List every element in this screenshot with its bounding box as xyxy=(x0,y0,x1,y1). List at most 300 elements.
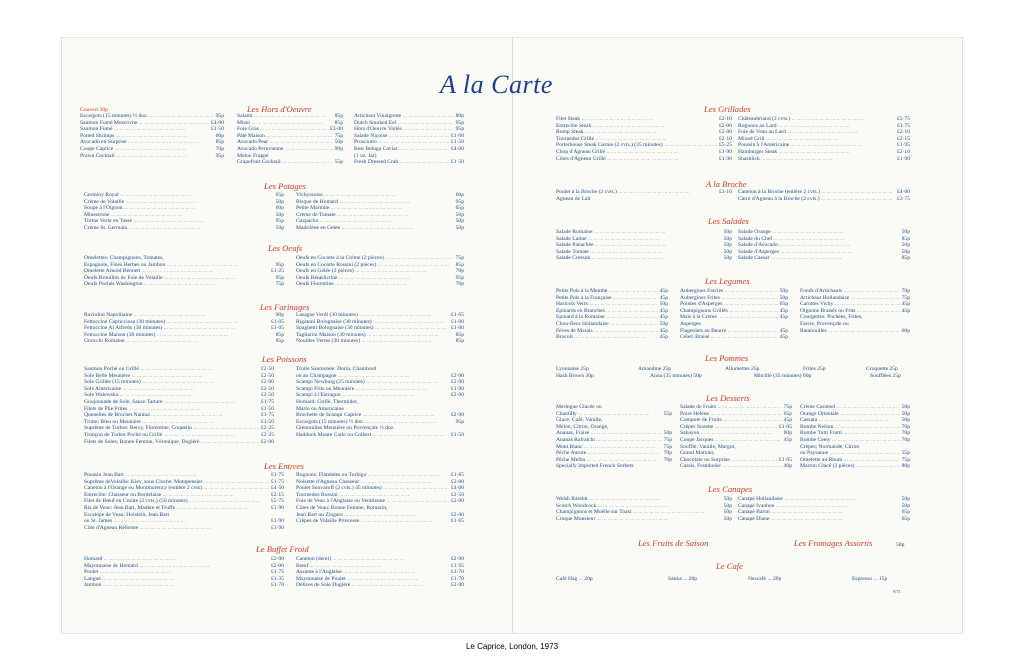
menu-item xyxy=(556,242,732,249)
menu-item xyxy=(556,437,672,444)
menu-item xyxy=(84,225,284,232)
menu-item xyxy=(84,439,274,446)
menu-item-price: £5·75 xyxy=(270,498,284,505)
menu-item xyxy=(680,295,788,302)
menu-item-price: 75p xyxy=(663,436,672,443)
menu-item xyxy=(738,496,910,503)
menu-item-price: 85p xyxy=(275,331,284,338)
menu-item-price: £1·70 xyxy=(450,569,464,576)
menu-item-price: £1·65 xyxy=(450,518,464,525)
menu-item xyxy=(738,229,910,236)
entrees-col-1 xyxy=(84,472,284,531)
menu-item xyxy=(738,255,910,262)
menu-item-price: £1·00 xyxy=(450,132,464,139)
menu-item-name: Oeufs Brouillés de Foie de Volaille ... . xyxy=(84,275,274,282)
menu-item xyxy=(680,417,792,424)
menu-item-name: Hamburger Steak ... . xyxy=(738,149,895,156)
menu-item-price: 70p xyxy=(901,436,910,443)
menu-item xyxy=(738,149,910,156)
menu-item-name: Courgettes: Pochées, Frites, xyxy=(800,314,863,321)
menu-item xyxy=(738,136,910,143)
menu-item xyxy=(84,255,284,262)
pommes-item: Amandine 25p xyxy=(638,366,672,372)
menu-item xyxy=(296,556,464,563)
pommes-item: Lyonnaise 25p xyxy=(556,366,589,372)
menu-item-price: £1·85 xyxy=(450,472,464,478)
menu-item xyxy=(84,312,284,319)
menu-item-name: Chop d'Agneau Grillé ... . xyxy=(556,149,717,156)
menu-item-name: Filet de Bœuf en Croûte (2 cvts.) (50 minutes) ... . xyxy=(84,498,269,505)
menu-item-name: Bombe Nelson ... . xyxy=(800,424,900,431)
menu-item-name: Ananas, Fraise ... . xyxy=(556,430,662,437)
menu-item-price: £1·50 xyxy=(450,139,464,146)
menu-item-price: £1·50 xyxy=(450,159,464,166)
menu-item xyxy=(556,430,672,437)
menu-item-price: £1·90 xyxy=(270,504,284,511)
menu-item-name: Aubergines Farcies ... . xyxy=(680,288,778,295)
menu-item xyxy=(800,404,910,411)
menu-item-price: 65p xyxy=(901,509,910,516)
menu-item xyxy=(84,582,284,589)
broche-col-2 xyxy=(738,189,910,202)
menu-item-name: Tournedos Grillé ... . xyxy=(556,136,717,143)
pommes-item: Frites 25p xyxy=(803,366,826,372)
menu-item-name: Petite Marmite ... . xyxy=(296,205,454,212)
menu-item-price: 60p xyxy=(215,132,224,139)
menu-item-name: Filets de Soles; Bonne Femme, Véronique, Dugléré ... . xyxy=(84,439,259,446)
menu-item-price: 50p xyxy=(455,224,464,231)
menu-item-name: Spaghetti Bolognaise (30 minutes) ... . xyxy=(296,325,449,332)
menu-item-name: Rognons: Flambées ou Turbigo ... . xyxy=(296,472,449,479)
menu-item xyxy=(354,126,464,133)
menu-item-name: (1 oz. Jar) xyxy=(354,152,377,159)
menu-item-name: Flageolets au Beurre ... . xyxy=(680,328,778,335)
menu-item-name: Sole Belle Meunière ... . xyxy=(84,373,259,380)
menu-item-name: Tronçon de Turbot Poché ou Grillé ... . xyxy=(84,432,259,439)
menu-item xyxy=(738,503,910,510)
menu-item-name: Cassis, Framboise ... . xyxy=(680,463,782,470)
menu-item xyxy=(738,509,910,516)
poissons-col-2 xyxy=(296,366,464,439)
menu-item xyxy=(84,366,274,373)
menu-item-price: 55p xyxy=(334,159,343,166)
menu-item xyxy=(296,338,464,345)
menu-item-name: Farcie, Provençale ou xyxy=(800,320,849,327)
menu-item-name: Saumon Fumé Moscovite ... . xyxy=(80,120,209,127)
menu-item-name: ou St. James ... . xyxy=(84,518,269,525)
pommes-item: Anna (35 minutes) 50p xyxy=(650,373,702,379)
menu-item-name: Fonds d'Artichauts ... . xyxy=(800,288,900,295)
menu-item xyxy=(84,432,274,439)
menu-item xyxy=(556,156,732,163)
menu-item-name: Tagliarini Maison (30 minutes) ... . xyxy=(296,332,454,339)
menu-item xyxy=(800,430,910,437)
menu-item-name: Hors d'Oeuvre Variés ... . xyxy=(354,126,454,133)
menu-item-price: 75p xyxy=(455,255,464,261)
menu-item xyxy=(296,205,464,212)
menu-item-name: Chantilly ... . xyxy=(556,411,662,418)
menu-item xyxy=(556,249,732,256)
menu-item-price: £1·90 xyxy=(270,518,284,525)
menu-item-name: Vichyssoise ... . xyxy=(296,192,454,199)
menu-item-name: Prawn Cocktail ... . xyxy=(80,153,214,160)
menu-item xyxy=(84,373,274,380)
menu-item-name: Scampi à l'Estragon ... . xyxy=(296,392,449,399)
menu-item-name: Quenelles de Brochet Nantua ... . xyxy=(84,412,259,419)
menu-item xyxy=(84,386,274,393)
grillades-col-2 xyxy=(738,116,910,162)
menu-item-name: Salade d'Avocado ... . xyxy=(738,242,900,249)
menu-item xyxy=(296,563,464,570)
menu-item-name: Artichaut Hollandaise ... . xyxy=(800,295,900,302)
menu-item-price: £2·00 xyxy=(450,498,464,505)
menu-item xyxy=(237,120,343,127)
menu-item-price: 60p xyxy=(275,205,284,212)
menu-item xyxy=(680,411,792,418)
menu-item-name: Salade Cresson ... . xyxy=(556,255,722,262)
menu-item xyxy=(296,262,464,269)
menu-item-price: £1·90 xyxy=(896,155,910,162)
menu-item-price: 65p xyxy=(455,205,464,212)
menu-item-price: £2·50 xyxy=(450,491,464,498)
potages-col-2 xyxy=(296,192,464,232)
menu-item-name: Mayonnaise de Homard ... . xyxy=(84,563,269,570)
menu-item xyxy=(680,288,788,295)
menu-item xyxy=(800,308,910,315)
menu-item-price: 95p xyxy=(275,274,284,281)
menu-item-price: 65p xyxy=(275,192,284,198)
menu-item-name: Pêche Aurore ... . xyxy=(556,450,662,457)
pommes-item: Allumettes 25p xyxy=(725,366,760,372)
menu-item xyxy=(84,492,284,499)
menu-item-name: Cassata ... . xyxy=(800,417,900,424)
menu-item xyxy=(84,425,274,432)
menu-item-price: 50p xyxy=(455,218,464,225)
menu-item-name: Soufflé: Vanille, Margot, xyxy=(680,443,736,450)
menu-item-price: £4·50 xyxy=(270,485,284,492)
menu-item-name: Carottes Vichy ... . xyxy=(800,301,900,308)
menu-item-name: Grand Marnier, xyxy=(680,450,715,457)
menu-item xyxy=(84,325,284,332)
salades-col-2 xyxy=(738,229,910,262)
menu-item xyxy=(680,321,788,328)
menu-item-name: Haricots Verts ... . xyxy=(556,301,658,308)
menu-item-name: Specially imported French Sorbets xyxy=(556,463,634,470)
menu-item xyxy=(296,498,464,505)
menu-item-price: 45p xyxy=(779,307,788,314)
menu-item xyxy=(84,275,284,282)
menu-item-name: Sole Walewska ... . xyxy=(84,392,259,399)
menu-item-name: Pêche Melba ... . xyxy=(556,457,662,464)
menu-item-name: Oeufs en Cocotte Rossini (2 pièces) ... . xyxy=(296,262,454,269)
menu-item xyxy=(556,417,672,424)
menu-item-name: Goujonnade de Sole, Sauce Tartare ... . xyxy=(84,399,259,406)
menu-item xyxy=(237,159,343,166)
menu-item-name: Oeufs en Gelée (2 pièces) ... . xyxy=(296,268,454,275)
menu-item-price: 95p xyxy=(455,274,464,281)
menu-item xyxy=(800,463,910,470)
menu-item xyxy=(556,509,732,516)
menu-item xyxy=(680,444,792,451)
menu-item-name: Avocado en Surprise ... . xyxy=(80,139,214,146)
hors-col-3 xyxy=(354,113,464,166)
menu-item-price: £2·50 xyxy=(260,372,274,379)
menu-item xyxy=(680,450,792,457)
menu-item-name: Oeufs en Cocotte à la Crème (2 pièces) ... . xyxy=(296,255,454,262)
menu-item-name: Salade Panachée ... . xyxy=(556,242,722,249)
menu-item xyxy=(556,189,732,196)
menu-item-name: Madrilène en Gelée ... . xyxy=(296,225,454,232)
menu-item xyxy=(80,139,224,146)
menu-item xyxy=(296,255,464,262)
menu-item-name: Mario ou Americaine xyxy=(296,405,344,412)
menu-item-name: Rognons au Lard ... . xyxy=(738,123,895,130)
menu-item-price: 50p xyxy=(723,509,732,516)
menu-item-name: Chou-fleur Hollandaise ... . xyxy=(556,321,658,328)
menu-item xyxy=(237,133,343,140)
menu-item-name: Canapé Baron ... . xyxy=(738,509,900,516)
menu-item xyxy=(84,268,284,275)
menu-item-price: £1·05 xyxy=(778,456,792,463)
menu-item-name: Scampi Newburg (25 minutes) ... . xyxy=(296,379,449,386)
menu-item xyxy=(296,432,464,439)
section-title-legumes: Les Legumes xyxy=(705,276,750,286)
menu-item xyxy=(738,516,910,523)
menu-item xyxy=(556,236,732,243)
menu-item-price: £1·75 xyxy=(270,569,284,576)
menu-item-name: Côtes d'Agneau Grillé ... . xyxy=(556,156,717,163)
oeufs-col-1 xyxy=(84,255,284,288)
menu-item-name: Shashlick ... . xyxy=(738,156,895,163)
menu-item xyxy=(296,406,464,413)
menu-item-price: £1·75 xyxy=(896,122,910,129)
menu-item xyxy=(296,419,464,426)
menu-item-price: 50p xyxy=(901,404,910,410)
menu-item xyxy=(738,156,910,163)
menu-item xyxy=(680,457,792,464)
menu-item-name: Noisette d'Agneau Chasseur ... . xyxy=(296,479,449,486)
menu-item-name: Compote de Fruits ... . xyxy=(680,417,782,424)
menu-item-name: Châteaubriand (2 cvts.) ... . xyxy=(738,116,895,123)
menu-item-name: Scotch Woodcock ... . xyxy=(556,503,722,510)
menu-item-price: 80p xyxy=(455,113,464,119)
menu-item-price: £3·10 xyxy=(718,189,732,195)
menu-item xyxy=(680,328,788,335)
buffet-col-1 xyxy=(84,556,284,589)
menu-item xyxy=(738,242,910,249)
menu-item-price: £1·90 xyxy=(270,524,284,531)
menu-item-name: Tortue Verte en Tasse ... . xyxy=(84,218,274,225)
menu-item-price: 85p xyxy=(334,113,343,119)
menu-item xyxy=(556,123,732,130)
menu-item-name: Artichaut Vinaigrette ... . xyxy=(354,113,454,120)
menu-item-name: Escalope de Veau: Holstein, Jean Bart xyxy=(84,511,170,518)
menu-item-price: 45p xyxy=(901,301,910,308)
menu-item xyxy=(738,123,910,130)
menu-item xyxy=(80,133,224,140)
menu-item-price: £3·00 xyxy=(329,126,343,133)
menu-item-price: £2·10 xyxy=(718,116,732,122)
menu-item xyxy=(84,485,284,492)
menu-item-name: Poulet ... . xyxy=(84,569,269,576)
menu-item-name: Crêpes Suzette ... . xyxy=(680,424,777,431)
menu-item-price: 80p xyxy=(783,430,792,437)
menu-item-name: Canapé Ivanhoe ... . xyxy=(738,503,900,510)
menu-item-name: Caneton à la Broche (entière 2 cvts.) ... . xyxy=(738,189,895,196)
menu-item xyxy=(296,399,464,406)
menu-item-price: £5·75 xyxy=(896,116,910,122)
menu-item xyxy=(84,218,284,225)
menu-item xyxy=(296,569,464,576)
menu-item-name: Entrecôte: Chasseur ou Bordelaise ... . xyxy=(84,492,269,499)
menu-item-name: Poire Hélène ... . xyxy=(680,411,782,418)
menu-item-name: Scampi Frits ou Meunière ... . xyxy=(296,386,449,393)
menu-item xyxy=(84,512,284,519)
legumes-col-3 xyxy=(800,288,910,334)
menu-item xyxy=(296,373,464,380)
menu-item-price: 85p xyxy=(334,119,343,126)
menu-item-price: £1·05 xyxy=(270,318,284,325)
menu-item xyxy=(354,146,464,153)
menu-item-price: £2·00 xyxy=(450,582,464,589)
menu-item-price: £2·00 xyxy=(450,392,464,399)
desserts-col-3 xyxy=(800,404,910,470)
menu-item-price: £1·05 xyxy=(450,312,464,318)
menu-item xyxy=(296,225,464,232)
menu-item-price: 50p xyxy=(901,417,910,424)
menu-item xyxy=(296,268,464,275)
menu-item-name: Fettuccine Maison (30 minutes) ... . xyxy=(84,332,274,339)
menu-item-name: Bisque de Homard ... . xyxy=(296,199,454,206)
menu-item-price: £1·70 xyxy=(270,582,284,589)
menu-item-price: £1·50 xyxy=(450,431,464,438)
menu-item xyxy=(296,218,464,225)
menu-item xyxy=(556,424,672,431)
menu-item-price: £2·50 xyxy=(260,385,274,392)
menu-item-price: 95p xyxy=(275,261,284,268)
image-caption: Le Caprice, London, 1973 xyxy=(465,642,559,651)
menu-item xyxy=(556,450,672,457)
menu-item-name: Délices de Sole Dugléré ... . xyxy=(296,582,449,589)
menu-item-name: Foie de Veau à l'Anglaise ou Venitienne ... . xyxy=(296,498,449,505)
menu-item xyxy=(84,498,284,505)
menu-item xyxy=(296,275,464,282)
buffet-col-2 xyxy=(296,556,464,589)
menu-item-price: 95p xyxy=(455,198,464,205)
menu-item-price: £2·10 xyxy=(718,135,732,142)
menu-item-name: Epinard à la Romaine ... . xyxy=(556,314,658,321)
legumes-col-2 xyxy=(680,288,788,341)
hors-col-2 xyxy=(237,113,343,166)
menu-item-price: 50p xyxy=(723,496,732,502)
menu-item-price: 85p xyxy=(901,235,910,242)
menu-item-name: Avocado Peruvienne ... . xyxy=(237,146,333,153)
menu-item-name: Champignons Grillés ... . xyxy=(680,308,778,315)
menu-item xyxy=(680,334,788,341)
menu-item-name: Suprême deVolaille: Kiev, sous Cloche, Montpensier ... . xyxy=(84,479,269,486)
menu-item-name: Salade Laitue ... . xyxy=(556,236,722,243)
menu-item-price: 50p xyxy=(275,198,284,205)
menu-item-price: 45p xyxy=(779,327,788,334)
menu-item-name: Avocado Pear ... . xyxy=(237,139,333,146)
menu-item xyxy=(84,419,274,426)
menu-item-name: Nouilles Vertes (30 minutes) ... . xyxy=(296,338,454,345)
menu-item-name: Foie de Veau au Lard ... . xyxy=(738,129,895,136)
menu-item-name: Oeufs Florentine ... . xyxy=(296,281,454,288)
menu-item xyxy=(800,288,910,295)
menu-item-name: Langue ... . xyxy=(84,576,269,583)
menu-item xyxy=(556,314,668,321)
cafe-item: Espresso ... 15p xyxy=(852,576,888,582)
menu-item-price: 95p xyxy=(455,126,464,133)
menu-item-name: Welsh Rarebit ... . xyxy=(556,496,722,503)
menu-item-price: 50p xyxy=(901,502,910,509)
menu-item-price: £1·00 xyxy=(450,318,464,325)
poissons-col-1 xyxy=(84,366,274,445)
menu-item-name: Salade Romaine ... . xyxy=(556,229,722,236)
menu-item-name: Mont Blanc ... . xyxy=(556,444,662,451)
menu-item-price: 50p xyxy=(659,320,668,327)
menu-item-price: £1·90 xyxy=(450,385,464,392)
menu-item-price: £2·00 xyxy=(450,556,464,562)
section-title-entrees: Les Entrees xyxy=(264,461,305,471)
menu-item xyxy=(84,563,284,570)
menu-item xyxy=(354,120,464,127)
menu-item-price: 50p xyxy=(275,211,284,218)
menu-item-name: Poussin à l'Américaine ... . xyxy=(738,142,895,149)
menu-item-price: 65p xyxy=(779,301,788,308)
menu-item xyxy=(84,399,274,406)
menu-item-price: 40p xyxy=(783,463,792,470)
menu-item-name: Saumon Poché ou Grillé ... . xyxy=(84,366,259,373)
menu-item-price: £2·15 xyxy=(896,135,910,142)
menu-item-price: 45p xyxy=(659,288,668,294)
menu-item xyxy=(84,406,274,413)
menu-item-price: 75p xyxy=(901,294,910,301)
menu-item xyxy=(738,196,910,203)
section-title-grillades: Les Grillades xyxy=(704,104,751,114)
menu-item xyxy=(80,153,224,160)
menu-item-price: 95p xyxy=(455,119,464,126)
menu-item-price: 45p xyxy=(659,294,668,301)
menu-item xyxy=(680,463,792,470)
menu-item xyxy=(556,463,672,470)
menu-item-price: 90p xyxy=(275,312,284,318)
menu-item xyxy=(556,255,732,262)
menu-item xyxy=(738,142,910,149)
menu-item-price: 70p xyxy=(215,145,224,152)
menu-item-name: Melon Frappé xyxy=(237,152,269,159)
menu-item-price: 50p xyxy=(275,224,284,231)
menu-item xyxy=(296,212,464,219)
menu-item-name: Côte d'Agneau Réforme ... . xyxy=(84,525,269,532)
menu-item xyxy=(680,430,792,437)
menu-item-name: Mayonnaise de Poulet ... . xyxy=(296,576,449,583)
menu-item-name: Coupe Caprice ... . xyxy=(80,146,214,153)
menu-item xyxy=(556,404,672,411)
menu-item-price: 50p xyxy=(334,139,343,146)
menu-item-name: Brocoli ... . xyxy=(556,334,658,341)
menu-item-price: £1·90 xyxy=(718,148,732,155)
menu-item xyxy=(84,472,284,479)
menu-item-name: Poussin Jean Bart ... . xyxy=(84,472,269,479)
menu-item-price: 45p xyxy=(779,334,788,341)
menu-item-price: £2·00 xyxy=(450,379,464,386)
menu-item-price: 50p xyxy=(901,496,910,502)
menu-item xyxy=(800,437,910,444)
menu-item xyxy=(800,424,910,431)
menu-item-name: Homard ... . xyxy=(84,556,269,563)
